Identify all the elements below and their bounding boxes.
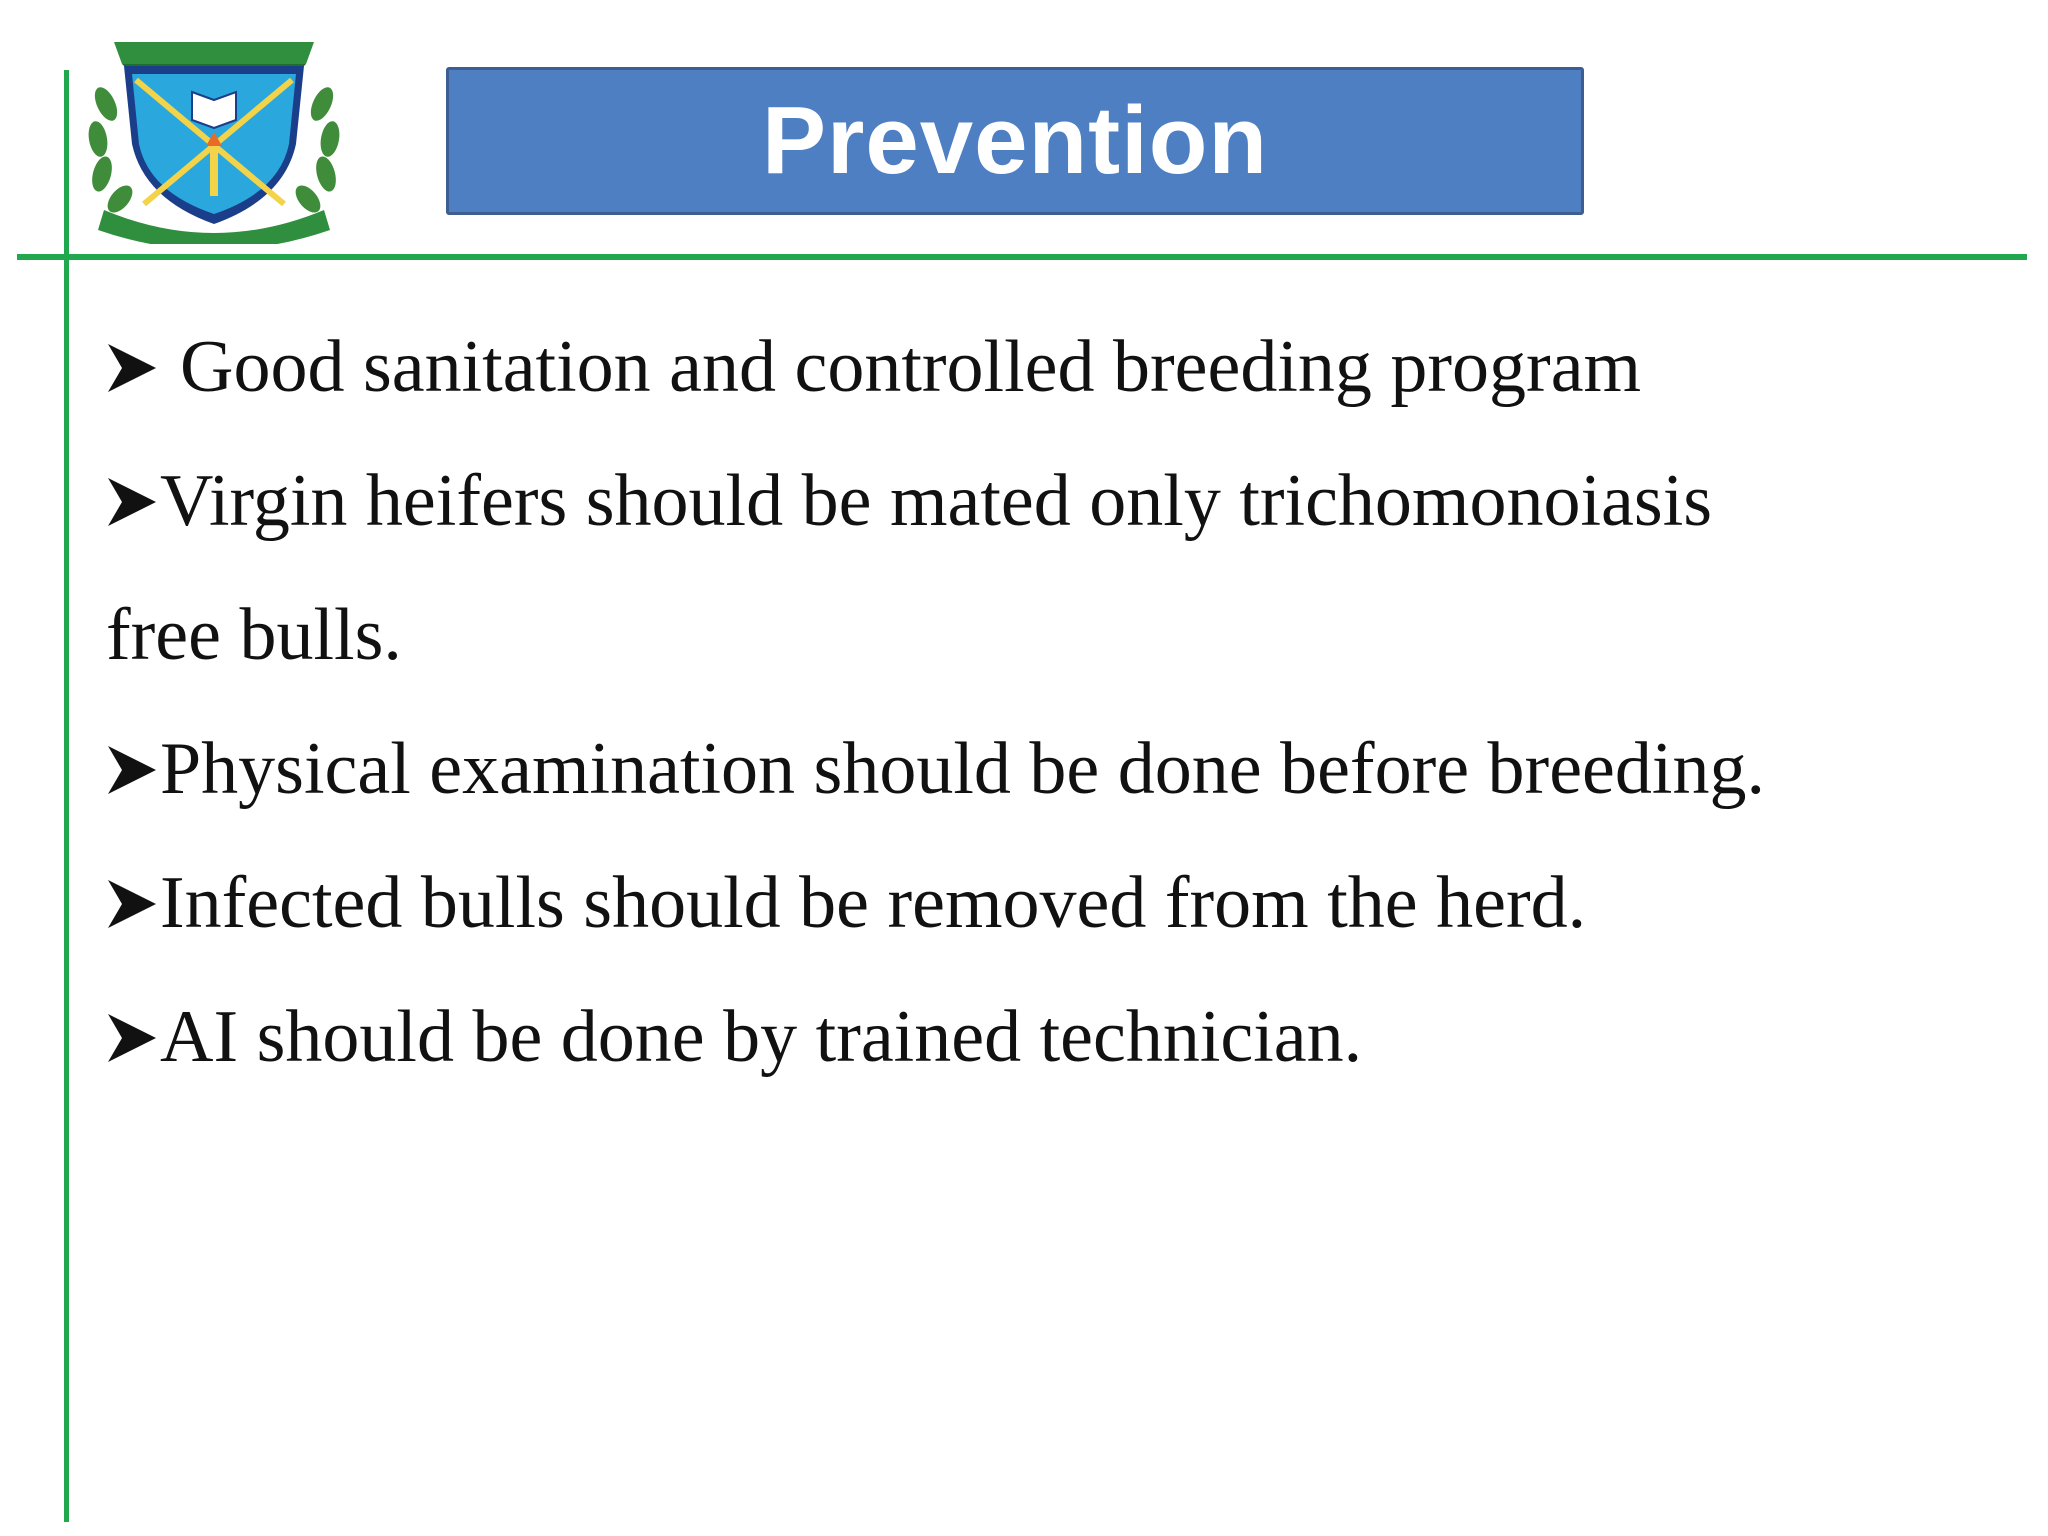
- arrowhead-bullet-icon: [106, 1008, 160, 1068]
- bullet-text: Good sanitation and controlled breeding program: [180, 326, 1642, 408]
- bullet-item: [106, 434, 2016, 568]
- bullet-item: [106, 702, 2016, 836]
- bullet-text: Infected bulls should be removed from the herd.: [160, 862, 1587, 944]
- university-crest-logo: [84, 34, 344, 244]
- bullet-text: AI should be done by trained technician.: [160, 996, 1363, 1078]
- arrowhead-bullet-icon: [106, 740, 160, 800]
- title-banner: [446, 67, 1584, 215]
- bullet-continuation: [106, 568, 2016, 702]
- arrowhead-bullet-icon: [106, 874, 160, 934]
- bullet-list: [106, 300, 2016, 1104]
- arrowhead-bullet-icon: [106, 472, 160, 532]
- bullet-text: Virgin heifers should be mated only trichomonoiasis: [160, 460, 1713, 542]
- horizontal-green-rule: [17, 254, 2027, 260]
- bullet-text: Physical examination should be done before breeding.: [160, 728, 1765, 810]
- bullet-item: [106, 970, 2016, 1104]
- slide-title: Prevention: [761, 87, 1269, 194]
- arrowhead-bullet-icon: [106, 338, 160, 398]
- bullet-item: [106, 300, 2016, 434]
- bullet-text-continuation: free bulls.: [106, 594, 402, 676]
- bullet-item: [106, 836, 2016, 970]
- vertical-green-rule: [64, 70, 69, 1522]
